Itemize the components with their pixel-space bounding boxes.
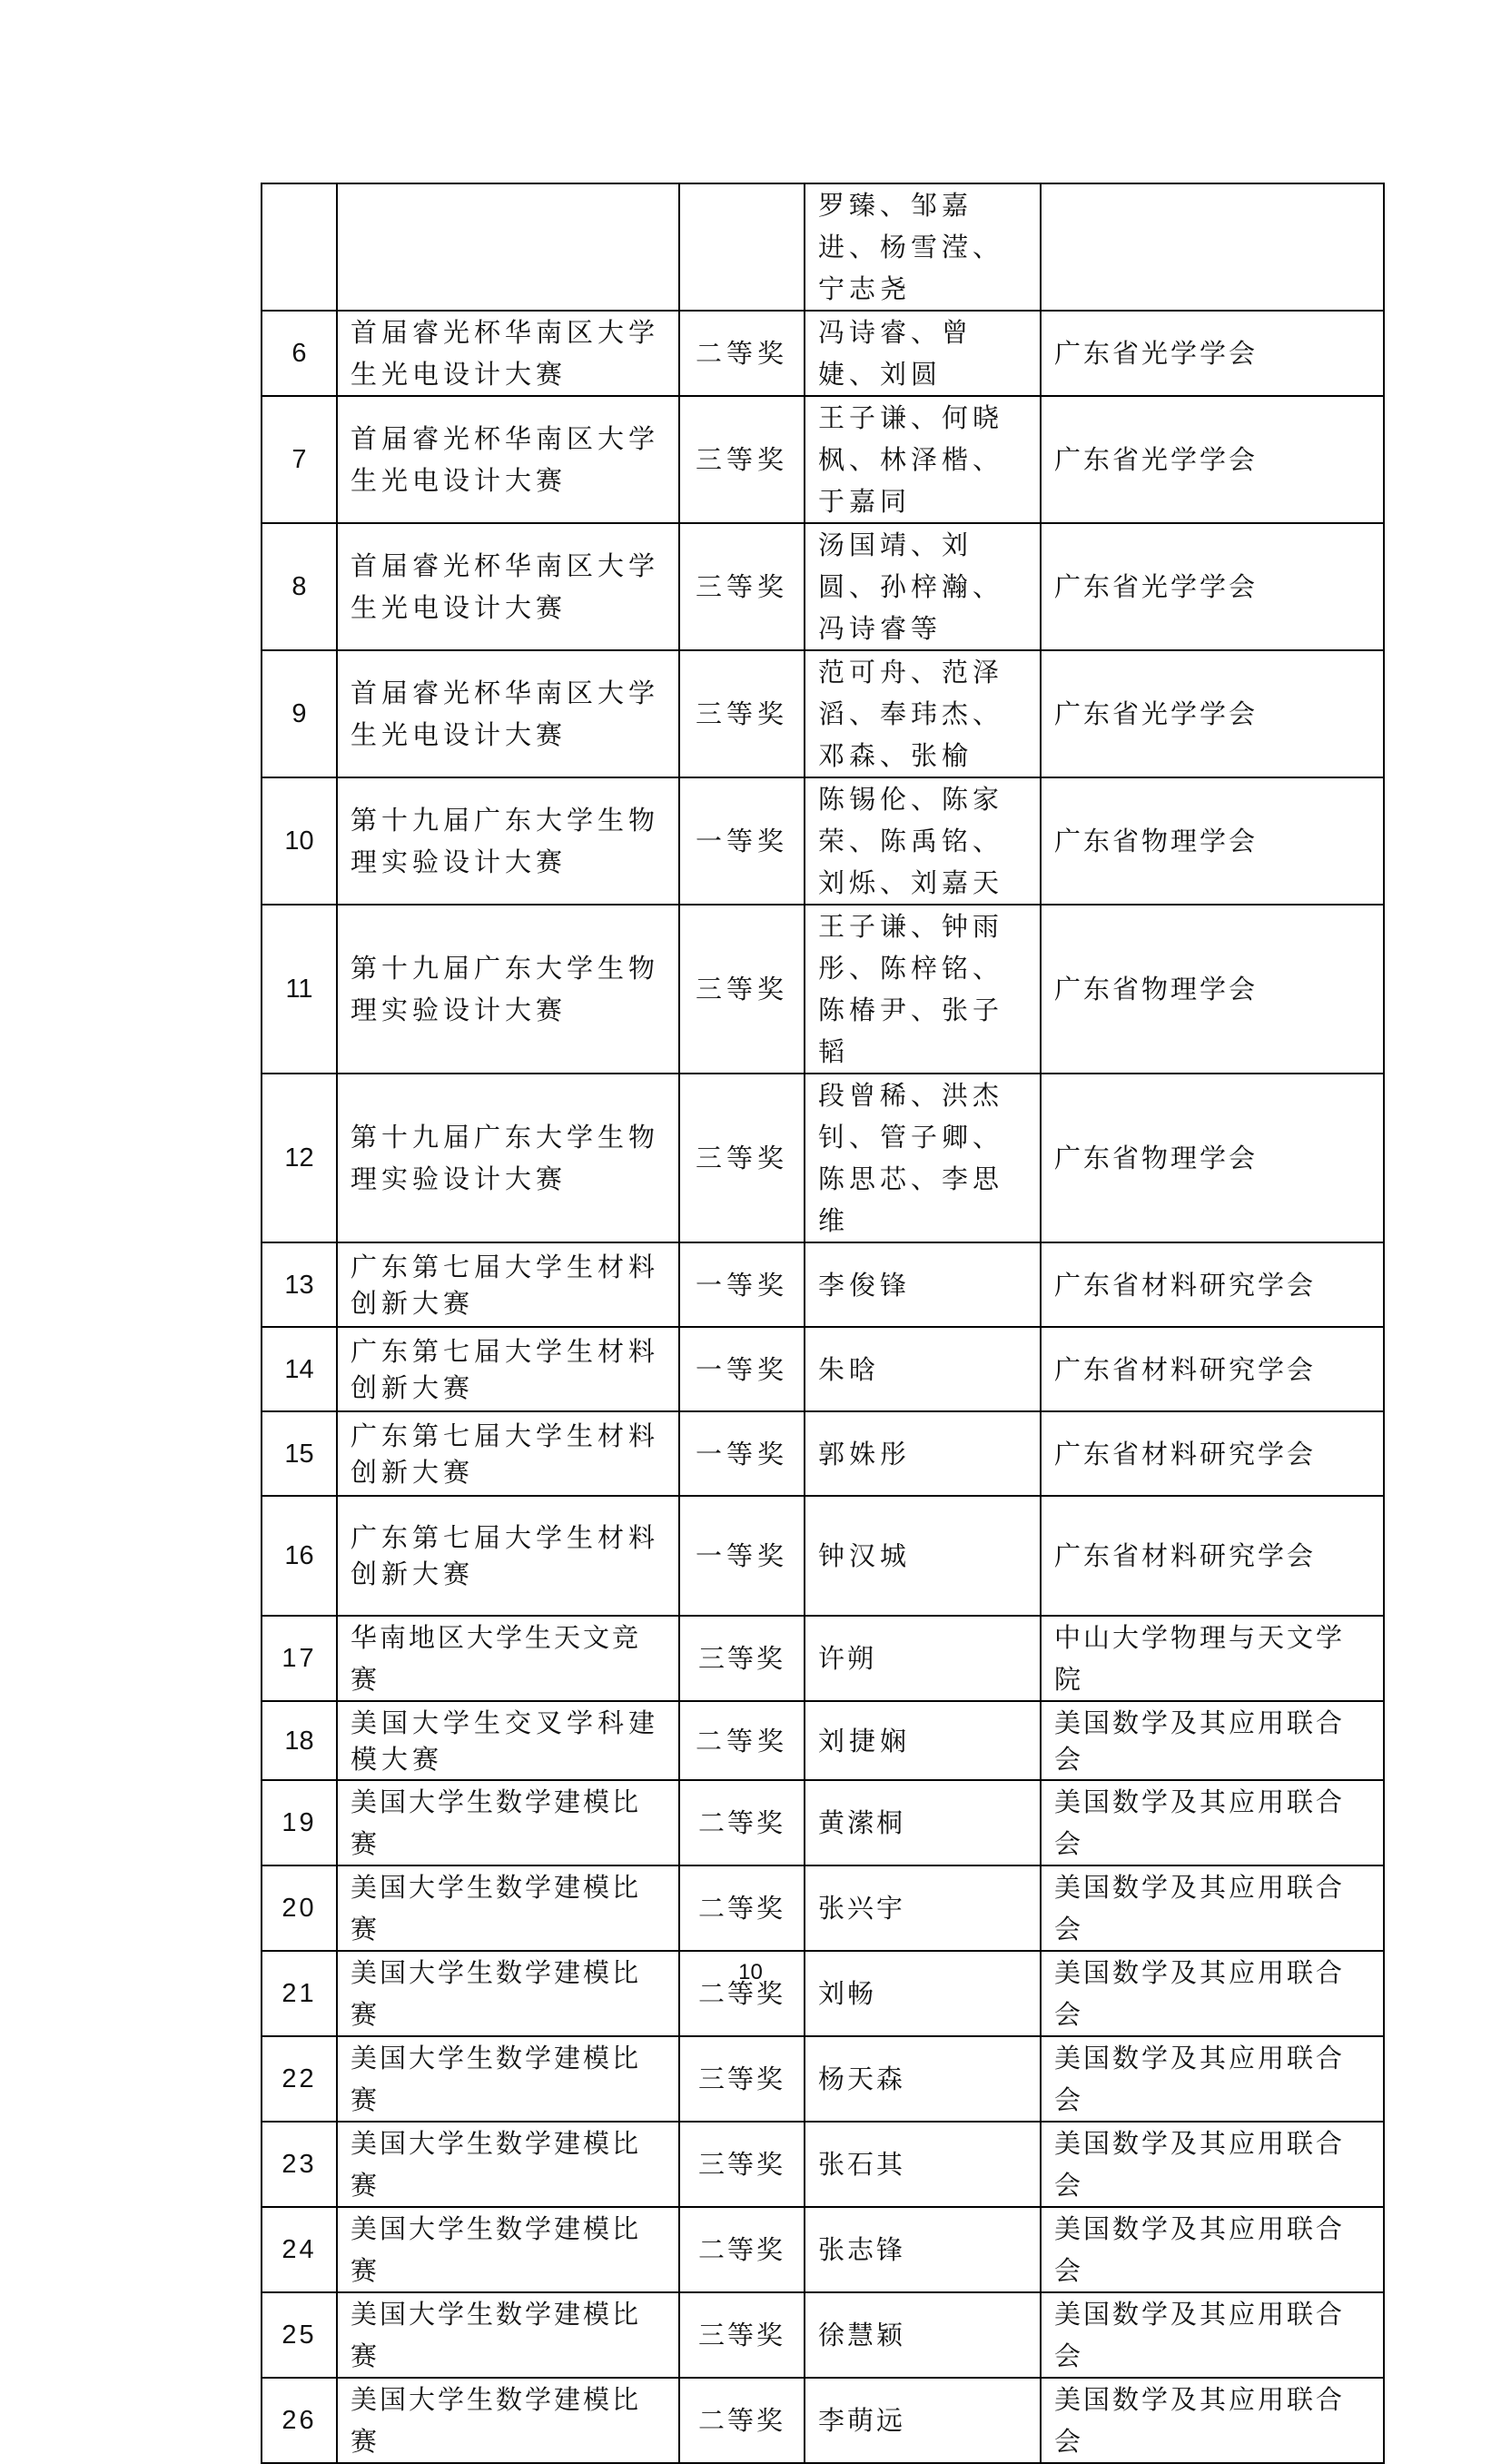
row-number: 25 — [262, 2292, 337, 2378]
winners: 郭姝彤 — [805, 1411, 1041, 1496]
organizer: 广东省物理学会 — [1041, 905, 1384, 1074]
organizer: 美国数学及其应用联合会 — [1041, 1701, 1384, 1780]
competition-name: 第十九届广东大学生物理实验设计大赛 — [337, 1074, 679, 1242]
competition-name: 广东第七届大学生材料创新大赛 — [337, 1411, 679, 1496]
competition-name: 首届睿光杯华南区大学生光电设计大赛 — [337, 650, 679, 777]
organizer: 广东省材料研究学会 — [1041, 1327, 1384, 1411]
table-row — [262, 183, 1384, 311]
row-number: 23 — [262, 2122, 337, 2207]
award-level: 三等奖 — [679, 523, 805, 650]
competition-name: 美国大学生数学建模比赛 — [337, 2122, 679, 2207]
winners: 李俊锋 — [805, 1242, 1041, 1327]
award-level: 三等奖 — [679, 905, 805, 1074]
row-number: 11 — [262, 905, 337, 1074]
table-row — [262, 1780, 1384, 1865]
winners: 陈锡伦、陈家荣、陈禹铭、刘烁、刘嘉天 — [805, 777, 1041, 905]
award-level: 二等奖 — [679, 1951, 805, 2036]
table-row — [262, 1701, 1384, 1780]
organizer: 美国数学及其应用联合会 — [1041, 2207, 1384, 2292]
table-row — [262, 1411, 1384, 1496]
organizer: 美国数学及其应用联合会 — [1041, 2378, 1384, 2463]
row-number: 24 — [262, 2207, 337, 2292]
competition-name: 首届睿光杯华南区大学生光电设计大赛 — [337, 396, 679, 523]
table-row — [262, 1074, 1384, 1242]
table-row — [262, 311, 1384, 396]
winners: 李萌远 — [805, 2378, 1041, 2463]
award-level: 二等奖 — [679, 311, 805, 396]
table-row — [262, 2207, 1384, 2292]
row-number — [262, 183, 337, 311]
table-row — [262, 2292, 1384, 2378]
competition-name: 美国大学生数学建模比赛 — [337, 2378, 679, 2463]
winners: 冯诗睿、曾婕、刘圆 — [805, 311, 1041, 396]
organizer: 广东省物理学会 — [1041, 1074, 1384, 1242]
winners: 徐慧颖 — [805, 2292, 1041, 2378]
organizer: 广东省材料研究学会 — [1041, 1411, 1384, 1496]
row-number: 21 — [262, 1951, 337, 2036]
organizer: 美国数学及其应用联合会 — [1041, 1780, 1384, 1865]
award-level: 二等奖 — [679, 1701, 805, 1780]
award-level: 二等奖 — [679, 2378, 805, 2463]
row-number: 13 — [262, 1242, 337, 1327]
organizer: 广东省光学学会 — [1041, 650, 1384, 777]
row-number: 12 — [262, 1074, 337, 1242]
organizer: 中山大学物理与天文学院 — [1041, 1616, 1384, 1701]
organizer: 广东省光学学会 — [1041, 523, 1384, 650]
row-number: 26 — [262, 2378, 337, 2463]
competition-name: 首届睿光杯华南区大学生光电设计大赛 — [337, 311, 679, 396]
organizer: 美国数学及其应用联合会 — [1041, 1951, 1384, 2036]
page-number: 10 — [738, 1960, 763, 1984]
organizer: 美国数学及其应用联合会 — [1041, 2292, 1384, 2378]
award-level: 三等奖 — [679, 2122, 805, 2207]
table-row — [262, 396, 1384, 523]
winners: 罗臻、邹嘉进、杨雪滢、宁志尧 — [805, 183, 1041, 311]
row-number: 16 — [262, 1496, 337, 1616]
competition-name: 首届睿光杯华南区大学生光电设计大赛 — [337, 523, 679, 650]
winners: 黄潆桐 — [805, 1780, 1041, 1865]
award-level: 三等奖 — [679, 1616, 805, 1701]
table-row — [262, 650, 1384, 777]
winners: 王子谦、钟雨彤、陈梓铭、陈椿尹、张子韬 — [805, 905, 1041, 1074]
table-row — [262, 1242, 1384, 1327]
winners: 许朔 — [805, 1616, 1041, 1701]
table-row — [262, 1327, 1384, 1411]
table-row — [262, 523, 1384, 650]
organizer: 广东省光学学会 — [1041, 396, 1384, 523]
competition-name: 第十九届广东大学生物理实验设计大赛 — [337, 777, 679, 905]
award-level: 三等奖 — [679, 650, 805, 777]
winners: 钟汉城 — [805, 1496, 1041, 1616]
row-number: 17 — [262, 1616, 337, 1701]
table-row — [262, 1865, 1384, 1951]
competition-name: 华南地区大学生天文竞赛 — [337, 1616, 679, 1701]
award-level: 三等奖 — [679, 2292, 805, 2378]
row-number: 20 — [262, 1865, 337, 1951]
winners: 汤国靖、刘圆、孙梓瀚、冯诗睿等 — [805, 523, 1041, 650]
organizer: 广东省物理学会 — [1041, 777, 1384, 905]
competition-name: 广东第七届大学生材料创新大赛 — [337, 1327, 679, 1411]
award-level: 一等奖 — [679, 777, 805, 905]
table-row — [262, 777, 1384, 905]
row-number: 10 — [262, 777, 337, 905]
winners: 张志锋 — [805, 2207, 1041, 2292]
winners: 范可舟、范泽滔、奉玮杰、邓森、张榆 — [805, 650, 1041, 777]
award-table-body — [262, 183, 1384, 2463]
table-row — [262, 1616, 1384, 1701]
table-row — [262, 2378, 1384, 2463]
row-number: 18 — [262, 1701, 337, 1780]
competition-name: 广东第七届大学生材料创新大赛 — [337, 1242, 679, 1327]
competition-name: 美国大学生数学建模比赛 — [337, 2207, 679, 2292]
award-level: 三等奖 — [679, 2036, 805, 2122]
competition-name: 美国大学生数学建模比赛 — [337, 2036, 679, 2122]
award-level: 三等奖 — [679, 1074, 805, 1242]
table-row — [262, 2036, 1384, 2122]
award-level: 三等奖 — [679, 396, 805, 523]
competition-name: 美国大学生数学建模比赛 — [337, 1865, 679, 1951]
competition-name: 美国大学生数学建模比赛 — [337, 1780, 679, 1865]
winners: 段曾稀、洪杰钊、管子卿、陈思芯、李思维 — [805, 1074, 1041, 1242]
competition-name: 美国大学生数学建模比赛 — [337, 1951, 679, 2036]
organizer: 美国数学及其应用联合会 — [1041, 1865, 1384, 1951]
award-level: 一等奖 — [679, 1242, 805, 1327]
row-number: 14 — [262, 1327, 337, 1411]
award-level: 二等奖 — [679, 1865, 805, 1951]
row-number: 9 — [262, 650, 337, 777]
competition-name — [337, 183, 679, 311]
table-row — [262, 905, 1384, 1074]
table-row — [262, 2122, 1384, 2207]
award-level: 一等奖 — [679, 1496, 805, 1616]
competition-name: 美国大学生数学建模比赛 — [337, 2292, 679, 2378]
award-level — [679, 183, 805, 311]
competition-name: 广东第七届大学生材料创新大赛 — [337, 1496, 679, 1616]
award-level: 一等奖 — [679, 1411, 805, 1496]
row-number: 8 — [262, 523, 337, 650]
table-row — [262, 1496, 1384, 1616]
winners: 刘畅 — [805, 1951, 1041, 2036]
award-level: 一等奖 — [679, 1327, 805, 1411]
organizer: 广东省材料研究学会 — [1041, 1242, 1384, 1327]
organizer: 广东省光学学会 — [1041, 311, 1384, 396]
winners: 刘捷娴 — [805, 1701, 1041, 1780]
winners: 王子谦、何晓枫、林泽楷、于嘉同 — [805, 396, 1041, 523]
winners: 张兴宇 — [805, 1865, 1041, 1951]
award-table — [261, 183, 1385, 2464]
award-level: 二等奖 — [679, 2207, 805, 2292]
award-level: 二等奖 — [679, 1780, 805, 1865]
row-number: 7 — [262, 396, 337, 523]
row-number: 19 — [262, 1780, 337, 1865]
organizer: 美国数学及其应用联合会 — [1041, 2036, 1384, 2122]
competition-name: 第十九届广东大学生物理实验设计大赛 — [337, 905, 679, 1074]
winners: 朱晗 — [805, 1327, 1041, 1411]
row-number: 6 — [262, 311, 337, 396]
organizer: 美国数学及其应用联合会 — [1041, 2122, 1384, 2207]
organizer — [1041, 183, 1384, 311]
organizer: 广东省材料研究学会 — [1041, 1496, 1384, 1616]
row-number: 15 — [262, 1411, 337, 1496]
winners: 杨天森 — [805, 2036, 1041, 2122]
competition-name: 美国大学生交叉学科建模大赛 — [337, 1701, 679, 1780]
winners: 张石其 — [805, 2122, 1041, 2207]
row-number: 22 — [262, 2036, 337, 2122]
